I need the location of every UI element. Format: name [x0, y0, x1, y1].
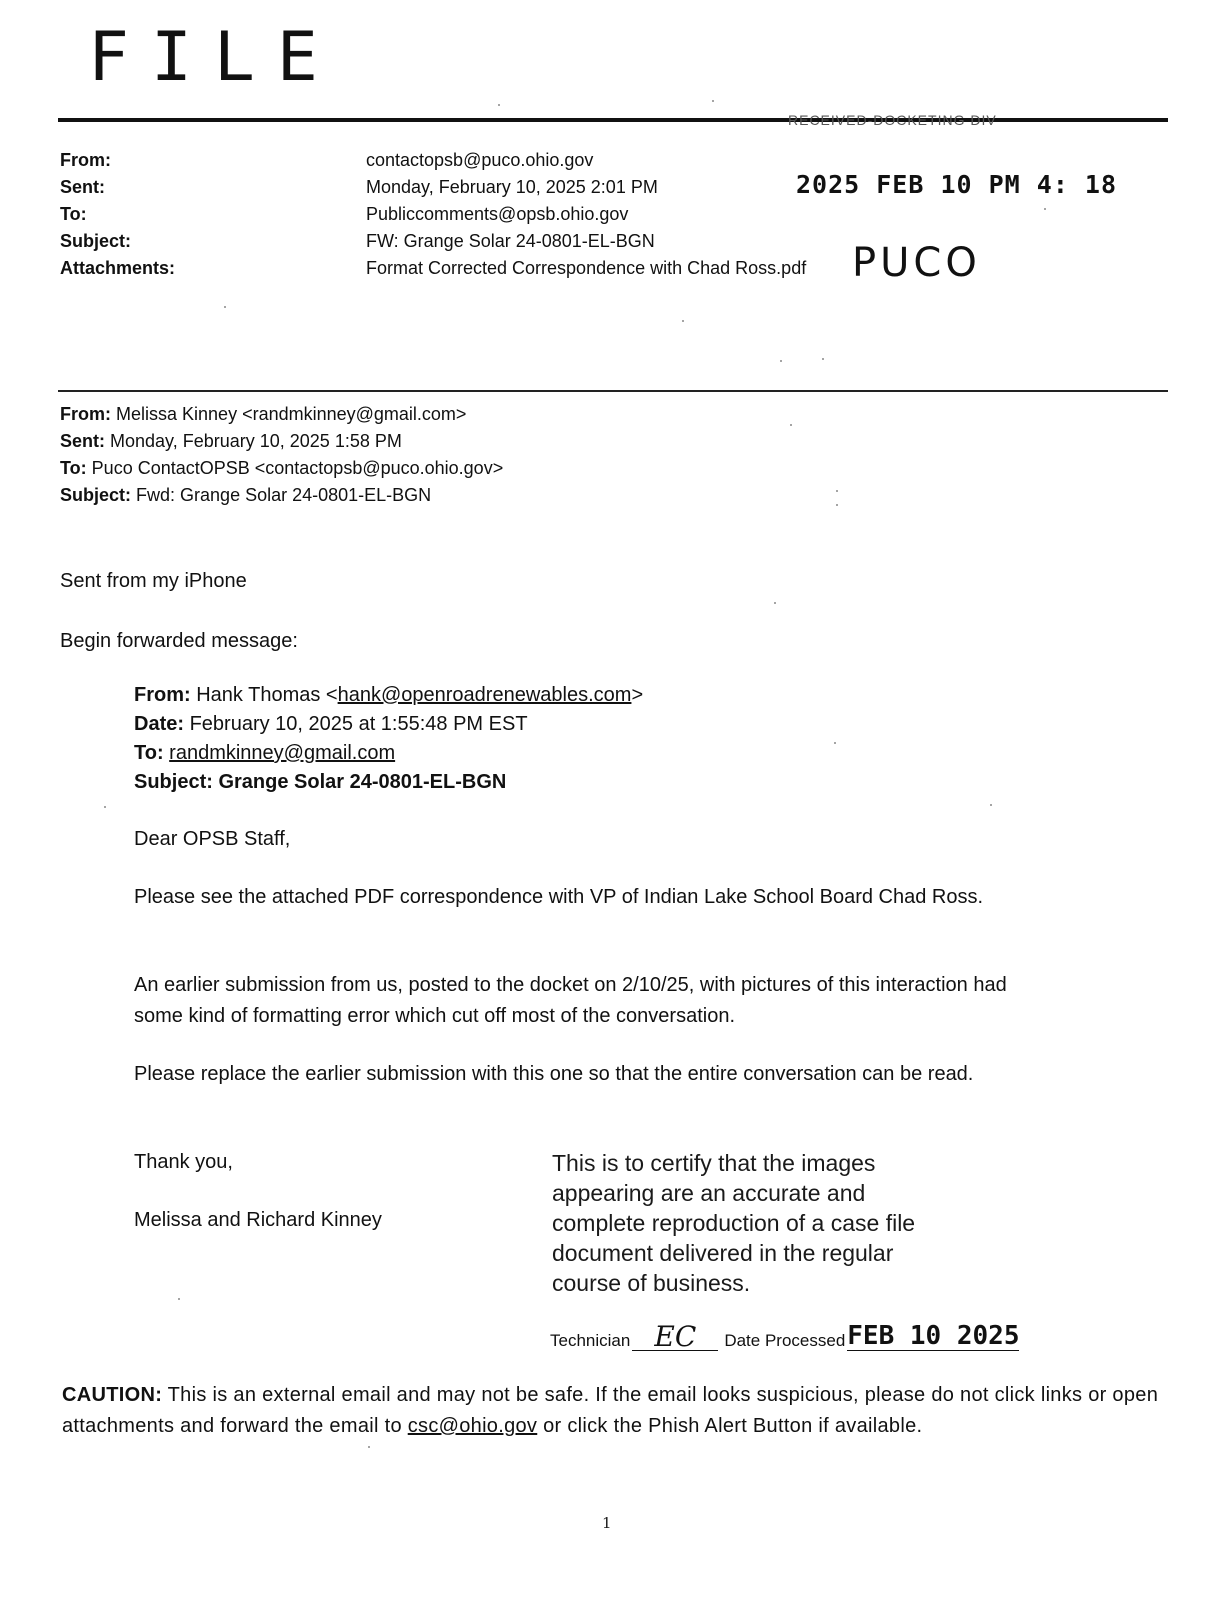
scan-speck: [790, 424, 792, 426]
scan-speck: [712, 100, 714, 102]
from-label: From:: [60, 150, 111, 170]
inner-to-line: To: randmkinney@gmail.com: [134, 742, 396, 764]
file-title: FILE: [88, 18, 340, 97]
certification-text: This is to certify that the images appearing are an accurate and complete reproduction of a case file document delivered in the regular course of business.: [552, 1150, 916, 1296]
scan-speck: [1044, 208, 1046, 210]
subject-label: Subject:: [60, 231, 132, 251]
date-processed-value: FEB 10 2025: [847, 1321, 1020, 1351]
message-signature: Melissa and Richard Kinney: [134, 1209, 382, 1231]
technician-initials: EC: [632, 1324, 718, 1351]
fw-subject-value: Fwd: Grange Solar 24-0801-EL-BGN: [136, 485, 432, 505]
caution-notice: CAUTION: This is an external email and may not be safe. If the email looks suspicious, please do not click links or open attachments and forward the email to csc@ohio.gov or click the Phish Alert Button if available.: [62, 1384, 1159, 1437]
technician-row: [550, 1322, 1019, 1351]
fw-subject-line: Subject: Fwd: Grange Solar 24-0801-EL-BGN: [60, 485, 432, 505]
scan-speck: [836, 504, 838, 506]
forward-divider: [58, 390, 1168, 392]
inner-date-line: Date: February 10, 2025 at 1:55:48 PM EST: [134, 713, 528, 735]
from-value: contactopsb@puco.ohio.gov: [366, 150, 594, 170]
attachment-file[interactable]: Format Corrected Correspondence with Chad Ross.pdf: [366, 258, 807, 278]
fw-from-line: From: Melissa Kinney <randmkinney@gmail.com>: [60, 404, 467, 424]
puco-stamp: PUCO: [852, 240, 981, 286]
subject-value: FW: Grange Solar 24-0801-EL-BGN: [366, 231, 655, 251]
inner-to-email-link[interactable]: randmkinney@gmail.com: [169, 742, 396, 764]
inner-subject-line: Subject: Grange Solar 24-0801-EL-BGN: [134, 771, 507, 793]
message-paragraph-1: Please see the attached PDF correspondence with VP of Indian Lake School Board Chad Ross.: [134, 886, 984, 908]
sent-value: Monday, February 10, 2025 2:01 PM: [366, 177, 658, 197]
scan-speck: [822, 358, 824, 360]
sent-label: Sent:: [60, 177, 105, 197]
fw-to-value: Puco ContactOPSB <contactopsb@puco.ohio.gov>: [91, 458, 504, 478]
message-paragraph-3: Please replace the earlier submission with this one so that the entire conversation can be read.: [134, 1063, 974, 1085]
inner-subject-value: Grange Solar 24-0801-EL-BGN: [218, 771, 507, 793]
scan-speck: [104, 806, 106, 808]
header-divider: [58, 118, 1168, 122]
scan-speck: [368, 1446, 370, 1448]
scan-speck: [774, 602, 776, 604]
scan-speck: [836, 490, 838, 492]
scan-speck: [780, 360, 782, 362]
scan-speck: [224, 306, 226, 308]
fw-sent-line: Sent: Monday, February 10, 2025 1:58 PM: [60, 431, 402, 451]
caution-email-link[interactable]: csc@ohio.gov: [407, 1415, 538, 1437]
page-number: 1: [602, 1514, 612, 1532]
message-paragraph-2: An earlier submission from us, posted to the docket on 2/10/25, with pictures of this interaction had some kind of formatting error which cut off most of the conversation.: [134, 974, 1007, 1027]
inner-from-email-link[interactable]: hank@openroadrenewables.com: [337, 684, 632, 706]
inner-date-value: February 10, 2025 at 1:55:48 PM EST: [189, 713, 528, 735]
message-thanks: Thank you,: [134, 1151, 233, 1173]
received-stamp-date: 2025 FEB 10 PM 4: 18: [796, 170, 1118, 199]
inner-from-line: From: Hank Thomas <hank@openroadrenewables.com>: [134, 684, 644, 706]
to-value: Publiccomments@opsb.ohio.gov: [366, 204, 629, 224]
begin-forwarded-note: Begin forwarded message:: [60, 630, 298, 652]
technician-label: Technician: [550, 1331, 631, 1350]
caution-label: CAUTION:: [62, 1384, 163, 1406]
attachments-label: Attachments:: [60, 258, 176, 278]
received-stamp-label: RECEIVED-DOCKETING DIV: [788, 112, 997, 128]
scan-speck: [178, 1298, 180, 1300]
scan-speck: [990, 804, 992, 806]
fw-from-value: Melissa Kinney <randmkinney@gmail.com>: [116, 404, 467, 424]
fw-sent-value: Monday, February 10, 2025 1:58 PM: [110, 431, 402, 451]
fw-to-line: To: Puco ContactOPSB <contactopsb@puco.ohio.gov>: [60, 458, 504, 478]
to-label: To:: [60, 204, 87, 224]
scan-speck: [498, 104, 500, 106]
message-greeting: Dear OPSB Staff,: [134, 828, 291, 850]
sent-from-note: Sent from my iPhone: [60, 570, 247, 592]
scan-speck: [834, 742, 836, 744]
date-processed-label: Date Processed: [724, 1331, 846, 1350]
scan-speck: [682, 320, 684, 322]
